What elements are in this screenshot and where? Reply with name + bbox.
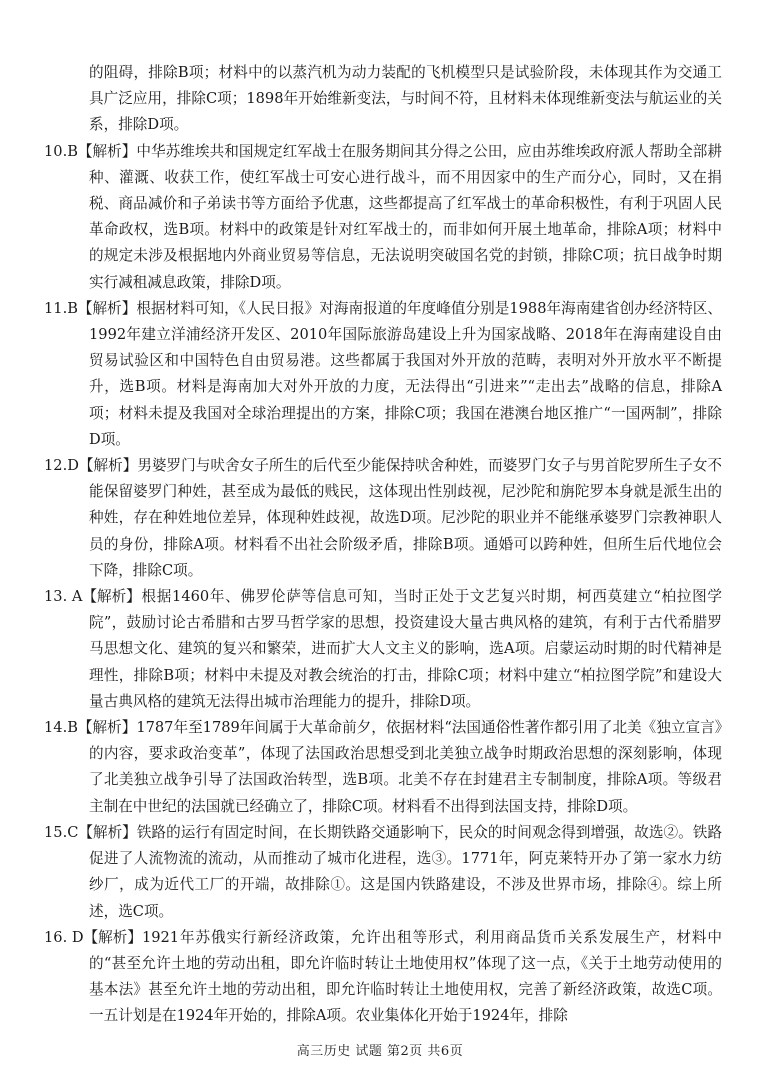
answer-explanation [44, 296, 722, 453]
answer-explanations [44, 139, 722, 1030]
page-footer: 高三历史 试题 第2页 共6页 [296, 1044, 464, 1059]
question-label: 15.C【解析】 [44, 823, 137, 841]
question-label: 12.D【解析】 [44, 457, 138, 475]
answer-explanation [44, 820, 722, 925]
explanation-text: 男婆罗门与吠舍女子所生的后代至少能保持吠舍种姓，而婆罗门女子与男首陀罗所生子女不能保留婆罗门种姓，甚至成为最低的贱民，这体现出性别歧视，尼沙陀和旃陀罗本身就是派生出的种姓，存在种姓地位差异，体现种姓歧视，故选D项。尼沙陀的职业并不能继承婆罗门宗教神职人员的身份，排除A项。材料看不出社会阶级矛盾，排除B项。通婚可以跨种姓，但所生后代地位会下降，排除C项。 [89, 457, 722, 579]
question-label: 16. D【解析】 [44, 928, 142, 946]
explanation-text: 铁路的运行有固定时间，在长期铁路交通影响下，民众的时间观念得到增强，故选②。铁路促进了人流物流的流动，从而推动了城市化进程，选③。1771年，阿克莱特开办了第一家水力纺纱厂，成为近代工厂的开端，故排除①。这是国内铁路建设，不涉及世界市场，排除④。综上所述，选C项。 [89, 823, 722, 920]
explanation-text: 中华苏维埃共和国规定红军战士在服务期间其分得之公田，应由苏维埃政府派人帮助全部耕种、灌溉、收获工作，使红军战士可安心进行战斗，而不用因家中的生产而分心，同时，又在捐税、商品减价和子弟读书等方面给予优惠，这些都提高了红军战士的革命积极性，有利于巩固人民革命政权，选B项。材料中的政策是针对红军战士的，而非如何开展土地革命，排除A项；材料中的规定未涉及根据地内外商业贸易等信息，无法说明突破国名党的封锁，排除C项；抗日战争时期实行减租减息政策，排除D项。 [89, 142, 722, 291]
question-label: 14.B【解析】 [44, 719, 137, 737]
question-label: 13. A【解析】 [44, 588, 141, 606]
explanation-text: 根据材料可知，《人民日报》对海南报道的年度峰值分别是1988年海南建省创办经济特区、1992年建立洋浦经济开发区、2010年国际旅游岛建设上升为国家战略、2018年在海南建设自由贸易试验区和中国特色自由贸易港。这些都属于我国对外开放的范畴，表明对外开放水平不断提升，选B项。材料是海南加大对外开放的力度，无法得出“引进来”“走出去”战略的信息，排除A项；材料未提及我国对全球治理提出的方案，排除C项；我国在港澳台地区推广“一国两制”，排除D项。 [89, 299, 722, 448]
explanation-text: 根据1460年、佛罗伦萨等信息可知，当时正处于文艺复兴时期，柯西莫建立“柏拉图学院”，鼓励讨论古希腊和古罗马哲学家的思想，投资建设大量古典风格的建筑，有利于古代希腊罗马思想文化、建筑的复兴和繁荣，进而扩大人文主义的影响，选A项。启蒙运动时期的时代精神是理性，排除B项；材料中未提及对教会统治的打击，排除C项；材料中建立“柏拉图学院”和建设大量古典风格的建筑无法得出城市治理能力的提升，排除D项。 [89, 588, 722, 710]
answer-explanation [44, 715, 722, 820]
continuation-paragraph: 的阻碍，排除B项；材料中的以蒸汽机为动力装配的飞机模型只是试验阶段，未体现其作为交通工具广泛应用，排除C项；1898年开始维新变法，与时间不符，且材料未体现维新变法与航运业的关系，排除D项。 [89, 64, 722, 134]
explanation-text: 1787年至1789年间属于大革命前夕，依据材料“法国通俗性著作都引用了北美《独立宣言》的内容，要求政治变革”，体现了法国政治思想受到北美独立战争时期政治思想的深刻影响，体现了北美独立战争引导了法国政治转型，选B项。北美不存在封建君主专制制度，排除A项。等级君主制在中世纪的法国就已经确立了，排除C项。材料看不出得到法国支持，排除D项。 [89, 719, 722, 815]
answer-explanation [44, 453, 722, 584]
answer-explanation [44, 925, 722, 1030]
answer-explanation [44, 139, 722, 296]
answer-explanation [44, 584, 722, 715]
explanation-text: 1921年苏俄实行新经济政策，允许出租等形式，利用商品货币关系发展生产，材料中的“甚至允许土地的劳动出租，即允许临时转让土地使用权”体现了这一点，《关于土地劳动使用的基本法》甚至允许土地的劳动出租，即允许临时转让土地使用权，完善了新经济政策，故选C项。一五计划是在1924年开始的，排除A项。农业集体化开始于1924年，排除 [89, 928, 722, 1025]
question-label: 11.B【解析】 [44, 299, 137, 317]
question-label: 10.B【解析】 [44, 142, 137, 160]
